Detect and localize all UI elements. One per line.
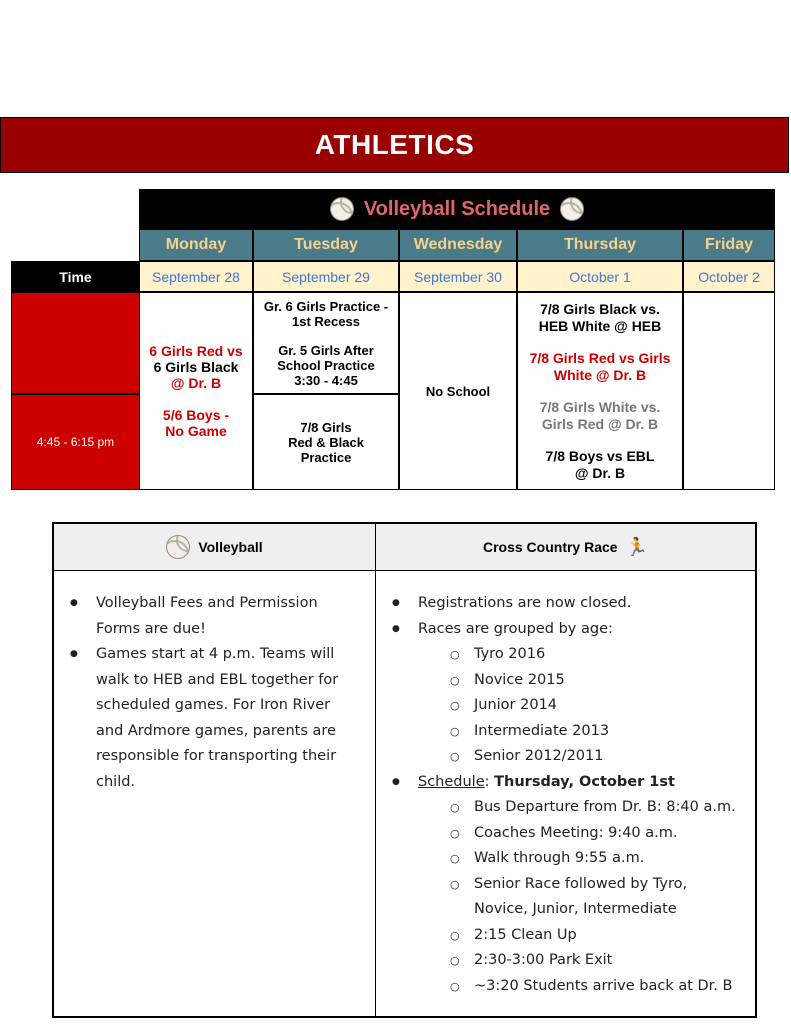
schedule-item bbox=[376, 872, 755, 923]
tuesday-line: 7/8 Girls bbox=[300, 419, 352, 435]
schedule-item: ○ Coaches Meeting: 9:40 a.m. bbox=[376, 821, 755, 847]
note-line: child. bbox=[96, 773, 136, 790]
note-line: scheduled games. For Iron River bbox=[96, 697, 331, 713]
time-slot: 4:45 - 6:15 pm bbox=[11, 394, 140, 490]
thursday-line: @ Dr. B bbox=[574, 464, 626, 481]
schedule-title-bar bbox=[139, 189, 775, 229]
age-group: ○ Intermediate 2013 bbox=[376, 719, 755, 745]
tuesday-line: Red & Black bbox=[288, 434, 364, 450]
note-line: and Ardmore games, parents are bbox=[96, 722, 336, 739]
wednesday-no-school: No School bbox=[399, 292, 517, 490]
schedule-item: ○ 2:30-3:00 Park Exit bbox=[376, 948, 755, 974]
time-slot-blank bbox=[11, 292, 140, 394]
volleyball-icon bbox=[166, 535, 190, 559]
cross-country-notes bbox=[376, 591, 755, 999]
tuesday-line: 3:30 - 4:45 bbox=[294, 372, 358, 388]
schedule-item: ○ Bus Departure from Dr. B: 8:40 a.m. bbox=[376, 795, 755, 821]
note-line: walk to HEB and EBL together for bbox=[96, 671, 339, 688]
age-group: ○ Junior 2014 bbox=[376, 693, 755, 719]
thursday-line: 7/8 Girls Red vs Girls bbox=[529, 350, 671, 366]
list-item: ● Races are grouped by age: bbox=[376, 617, 755, 643]
age-group: ○ Senior 2012/2011 bbox=[376, 744, 755, 770]
schedule-item-line: ○ Senior Race followed by Tyro, bbox=[474, 875, 688, 892]
volleyball-header-label: Volleyball bbox=[198, 539, 263, 555]
schedule-item-line: Novice, Junior, Intermediate bbox=[474, 901, 677, 917]
volleyball-icon bbox=[560, 197, 584, 221]
thursday-line: 7/8 Girls Black vs. bbox=[540, 301, 660, 317]
thursday-line: White @ Dr. B bbox=[553, 366, 647, 383]
schedule-title: Volleyball Schedule bbox=[363, 197, 551, 220]
tuesday-line: School Practice bbox=[277, 357, 375, 373]
monday-line: 5/6 Boys - bbox=[162, 407, 230, 423]
monday-line: No Game bbox=[165, 423, 227, 439]
note-line: responsible for transporting their bbox=[96, 748, 337, 764]
thursday-games bbox=[517, 292, 683, 490]
schedule-item: ○ ~3:20 Students arrive back at Dr. B bbox=[376, 974, 755, 1000]
monday-games bbox=[139, 292, 253, 490]
friday-empty bbox=[683, 292, 775, 490]
note-line: ● Volleyball Fees and Permission bbox=[96, 595, 318, 611]
monday-line: 6 Girls Red vs bbox=[149, 343, 243, 359]
date-thursday: October 1 bbox=[517, 261, 683, 292]
tuesday-line: Gr. 6 Girls Practice - bbox=[263, 298, 389, 314]
day-wednesday: Wednesday bbox=[399, 229, 517, 261]
thursday-line: 7/8 Boys vs EBL bbox=[545, 448, 655, 464]
cross-country-header bbox=[376, 524, 755, 571]
day-thursday: Thursday bbox=[517, 229, 683, 261]
schedule-heading bbox=[376, 770, 755, 796]
thursday-line: Girls Red @ Dr. B bbox=[541, 415, 659, 432]
schedule-item: ○ 2:15 Clean Up bbox=[376, 923, 755, 949]
volleyball-notes bbox=[54, 591, 374, 795]
list-item bbox=[54, 591, 374, 642]
tuesday-line: 1st Recess bbox=[292, 313, 360, 329]
tuesday-evening-practice bbox=[253, 394, 399, 490]
age-group: ○ Novice 2015 bbox=[376, 668, 755, 694]
day-friday: Friday bbox=[683, 229, 775, 261]
tuesday-practice bbox=[253, 292, 399, 394]
schedule-label: Schedule bbox=[418, 773, 485, 790]
runner-icon: 🏃 bbox=[625, 536, 648, 557]
cross-country-header-label: Cross Country Race bbox=[482, 539, 618, 555]
thursday-line: HEB White @ HEB bbox=[538, 317, 662, 334]
tuesday-line: Practice bbox=[300, 449, 352, 465]
schedule-colon: : bbox=[484, 773, 490, 790]
date-tuesday: September 29 bbox=[253, 261, 399, 292]
date-friday: October 2 bbox=[683, 261, 775, 292]
time-header: Time bbox=[11, 261, 140, 292]
day-tuesday: Tuesday bbox=[253, 229, 399, 261]
note-line: Forms are due! bbox=[96, 620, 206, 637]
schedule-item: ○ Walk through 9:55 a.m. bbox=[376, 846, 755, 872]
day-monday: Monday bbox=[139, 229, 253, 261]
monday-line: @ Dr. B bbox=[170, 375, 222, 391]
date-wednesday: September 30 bbox=[399, 261, 517, 292]
date-monday: September 28 bbox=[139, 261, 253, 292]
info-table bbox=[52, 522, 757, 1018]
age-group: ○ Tyro 2016 bbox=[376, 642, 755, 668]
list-item bbox=[54, 642, 374, 795]
banner-title: ATHLETICS bbox=[314, 129, 475, 160]
tuesday-line: Gr. 5 Girls After bbox=[278, 342, 374, 358]
note-line: ● Games start at 4 p.m. Teams will bbox=[96, 646, 335, 662]
monday-line: 6 Girls Black bbox=[153, 359, 239, 375]
volleyball-icon bbox=[330, 197, 354, 221]
schedule-day: Thursday, October 1st bbox=[494, 773, 675, 790]
thursday-line: 7/8 Girls White vs. bbox=[539, 399, 661, 415]
list-item: ● Registrations are now closed. bbox=[376, 591, 755, 617]
athletics-banner bbox=[0, 117, 789, 173]
volleyball-header bbox=[54, 524, 375, 571]
